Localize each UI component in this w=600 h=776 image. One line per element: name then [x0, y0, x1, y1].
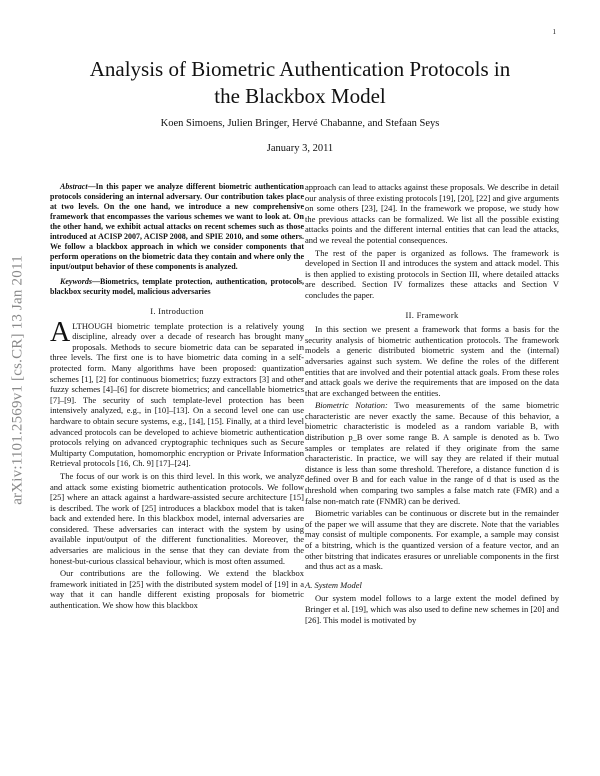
title-line-2: the Blackbox Model	[214, 84, 386, 108]
arxiv-stamp	[8, 180, 28, 580]
section-heading-framework: II. Framework	[405, 309, 459, 320]
right-paragraph-2: The rest of the paper is organized as follows. The framework is developed in Section II and introduces the system and attack model. This is then applied to existing protocols in Section III, where detailed attacks are described. Section IV formalizes these attacks and Section V concludes the paper.	[305, 247, 559, 300]
intro-paragraph-2: The focus of our work is on this third level. In this work, we analyze and attack some existing biometric authentication protocols. We follow [25] where an attack against a hardware-assisted secure architecture [15] is described. The work of [25] introduces a blackbox model that is taken back and extended here. In this blackbox model, internal adversaries are considered. These adversaries can interact with the system by using available input/output of the different functionalities. Moreover, the adversaries are malicious in the sense that they can deviate from the honest-but-curious classical behaviour, which is most often assumed.	[50, 470, 304, 566]
left-column	[50, 182, 304, 613]
paper-title	[40, 56, 560, 110]
abstract-label: Abstract	[60, 182, 88, 191]
drop-cap: A	[50, 316, 71, 348]
intro-paragraph-1-text: LTHOUGH biometric template protection is a relatively young discipline, already over a decade of research has brought many proposals. Methods to secure biometric data can be separated in three levels. The first one is to have biometric data coming in a self-protected form. Many algorithms have been proposed: quantization schemes [1], [2] for continuous biometrics; fuzzy extractors [3] and other fuzzy schemes [4]–[6] for discrete biometrics; and cancellable biometrics [7]–[9]. The security of such template-level protection has been intensively analyzed, e.g., in [10]–[13]. On a second level one can use hardware to obtain secure systems, e.g., [14], [15]. Finally, at a third level advanced protocols can be developed to achieve biometric authentication protocols relying on advanced cryptographic techniques such as Secure Multiparty Computation, homomorphic encryption or Private Information Retrieval protocols [16, Ch. 9] [17]–[24].	[50, 320, 304, 469]
page-number: 1	[552, 28, 556, 36]
abstract-paragraph	[50, 182, 304, 272]
abstract-text: —In this paper we analyze different biometric authentication protocols considering an internal adversary. Our contribution takes place at two levels. On the one hand, we introduce a new comprehensive framework that encompasses the various schemes we want to look at. On the other hand, we exhibit actual attacks on recent schemes such as those introduced at ACISP 2007, ACISP 2008, and SPIE 2010, and some others. We follow a blackbox approach in which we consider components that perform operations on the biometric data they contain and where only the input/output behavior of these components is analyzed.	[50, 182, 304, 271]
arxiv-stamp-text: arXiv:1101.2569v1 [cs.CR] 13 Jan 2011	[9, 255, 26, 505]
authors: Koen Simoens, Julien Bringer, Hervé Chabanne, and Stefaan Seys	[160, 118, 440, 129]
keywords-label: Keywords	[60, 277, 92, 286]
biometric-notation-head: Biometric Notation:	[315, 400, 388, 411]
subsection-heading-system-model: A. System Model	[305, 579, 362, 590]
intro-paragraph-1	[50, 316, 304, 469]
framework-paragraph-1: In this section we present a framework that forms a basis for the security analysis of biometric authentication protocols. The framework models a generic distributed biometric system and the (internal) adversaries against such system. We define the roles of the different entities that are involved and their potential attack goals. From these roles and attack goals we derive the requirements that are imposed on the data that are exchanged between the entities.	[305, 324, 559, 398]
biometric-notation-paragraph	[305, 400, 559, 506]
date: January 3, 2011	[266, 143, 334, 154]
title-line-1: Analysis of Biometric Authentication Protocols in	[89, 57, 511, 81]
abstract	[50, 182, 304, 272]
biometric-notation-text: Two measurements of the same biometric characteristic are never exactly the same. Because of this behavior, a biometric characteristic is modeled as a random variable B, with distribution p_B over some range B. A sample is denoted as b. Two samples or templates are related if they originate from the same characteristic. In practice, we will say they are related if their mutual distance is less than some threshold. Therefore, a distance function d is defined over B and for each value in the range of d that is used as the threshold when comparing two samples a false match rate (FMR) and a false non-match rate (FNMR) can be derived.	[305, 400, 559, 506]
section-heading-introduction: I. Introduction	[150, 306, 204, 316]
right-paragraph-1: approach can lead to attacks against these proposals. We describe in detail our analysis of three existing protocols [19], [20], [22] and give arguments on some others [23], [24]. In the framework we propose, we study how the previous attacks can be formalized. We list all the possible existing attacks points and the different internal entities that can lead the attacks, and we reveal the potential consequences.	[305, 182, 559, 245]
right-column	[305, 182, 559, 627]
framework-paragraph-3: Biometric variables can be continuous or discrete but in the remainder of the paper we will assume that they are discrete. Note that the variables may consist of multiple components. For example, a sample may consist of a bitstring, which is the quantized version of a feature vector, and an other bitstring that indicates erasures or unreliable components in the first and thus act as a mask.	[305, 508, 559, 572]
system-model-paragraph: Our system model follows to a large extent the model defined by Bringer et al. [19], which was also used to define new schemes in [20] and [26]. This model is motivated by	[305, 593, 559, 625]
keywords	[50, 277, 304, 297]
keywords-text: —Biometrics, template protection, authentication, protocols, blackbox security model, malicious adversaries	[50, 277, 304, 296]
intro-paragraph-3: Our contributions are the following. We extend the blackbox framework initiated in [25] with the distributed system model of [19] in a way that it can handle different existing proposals for biometric authentication. We show how this blackbox	[50, 568, 304, 611]
